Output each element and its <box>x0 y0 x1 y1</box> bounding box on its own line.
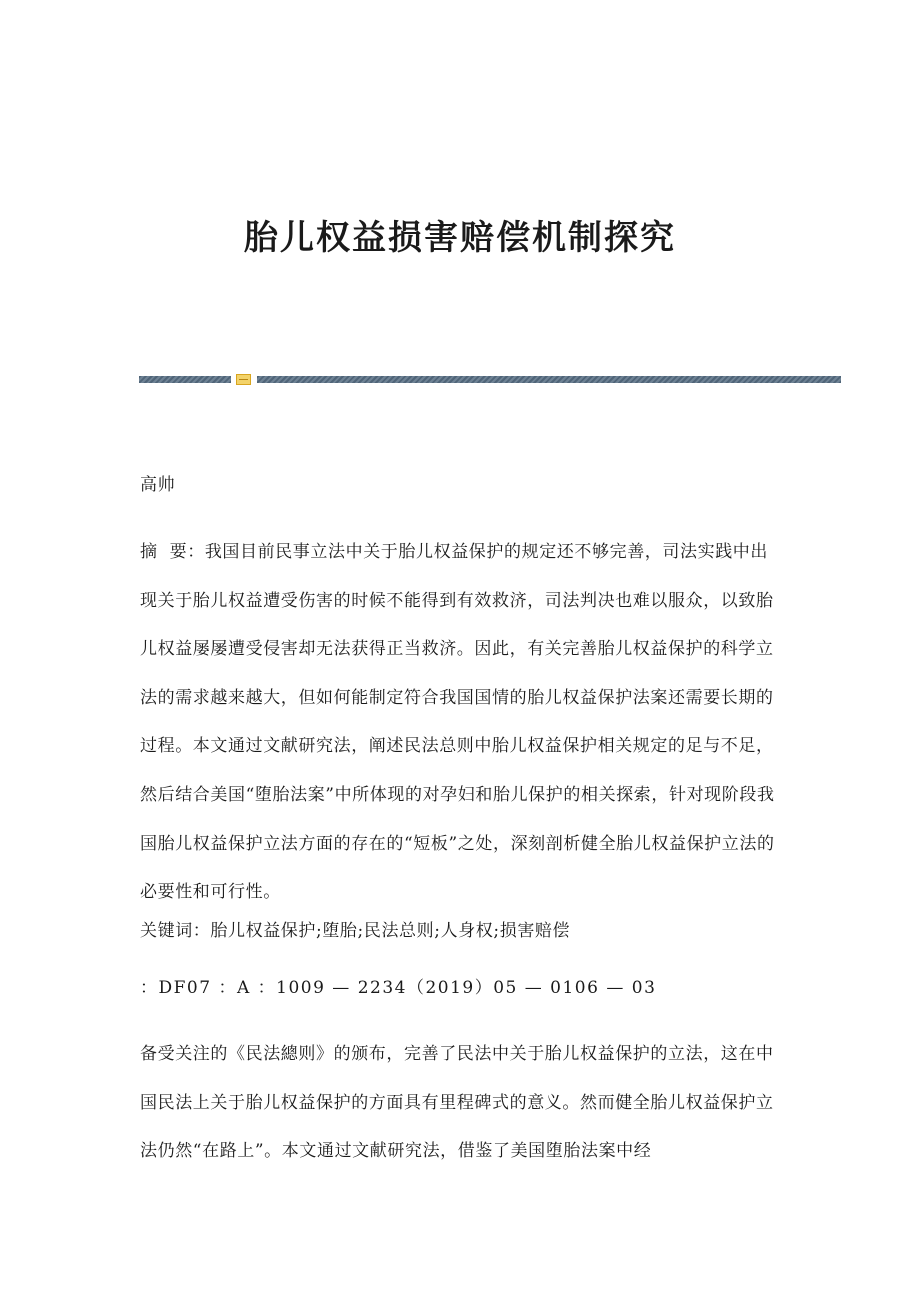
divider-bar-right <box>257 376 841 383</box>
title-divider <box>139 374 841 384</box>
keywords-line <box>140 920 780 942</box>
abstract-label: 摘 要： <box>140 542 205 562</box>
divider-bar-left <box>139 376 231 383</box>
abstract-text: 我国目前民事立法中关于胎儿权益保护的规定还不够完善，司法实践中出现关于胎儿权益遭受伤害的时候不能得到有效救济，司法判决也难以服众，以致胎儿权益屡屡遭受侵害却无法获得正当救济。因此，有关完善胎儿权益保护的科学立法的需求越来越大，但如何能制定符合我国国情的胎儿权益保护法案还需要长期的过程。本文通过文献研究法，阐述民法总则中胎儿权益保护相关规定的足与不足，然后结合美国“堕胎法案”中所体现的对孕妇和胎儿保护的相关探索，针对现阶段我国胎儿权益保护立法方面的存在的“短板”之处，深刻剖析健全胎儿权益保护立法的必要性和可行性。 <box>140 542 775 903</box>
abstract-paragraph <box>140 528 780 917</box>
document-title: 胎儿权益损害赔偿机制探究 <box>244 218 676 258</box>
author-name: 高帅 <box>140 475 176 495</box>
body-paragraph: 备受关注的《民法總则》的颁布，完善了民法中关于胎儿权益保护的立法，这在中国民法上关于胎儿权益保护的方面具有里程碑式的意义。然而健全胎儿权益保护立法仍然“在路上”。本文通过文献研究法，借鉴了美国堕胎法案中经 <box>140 1044 774 1162</box>
classification-codes: ：DF07 ：A ：1009 — 2234（2019）05 — 0106 — 03 <box>140 978 657 998</box>
keywords-label: 关键词： <box>140 921 211 941</box>
keywords-text: 胎儿权益保护;堕胎;民法总则;人身权;损害赔偿 <box>210 921 571 941</box>
divider-ornament-icon <box>236 374 251 385</box>
